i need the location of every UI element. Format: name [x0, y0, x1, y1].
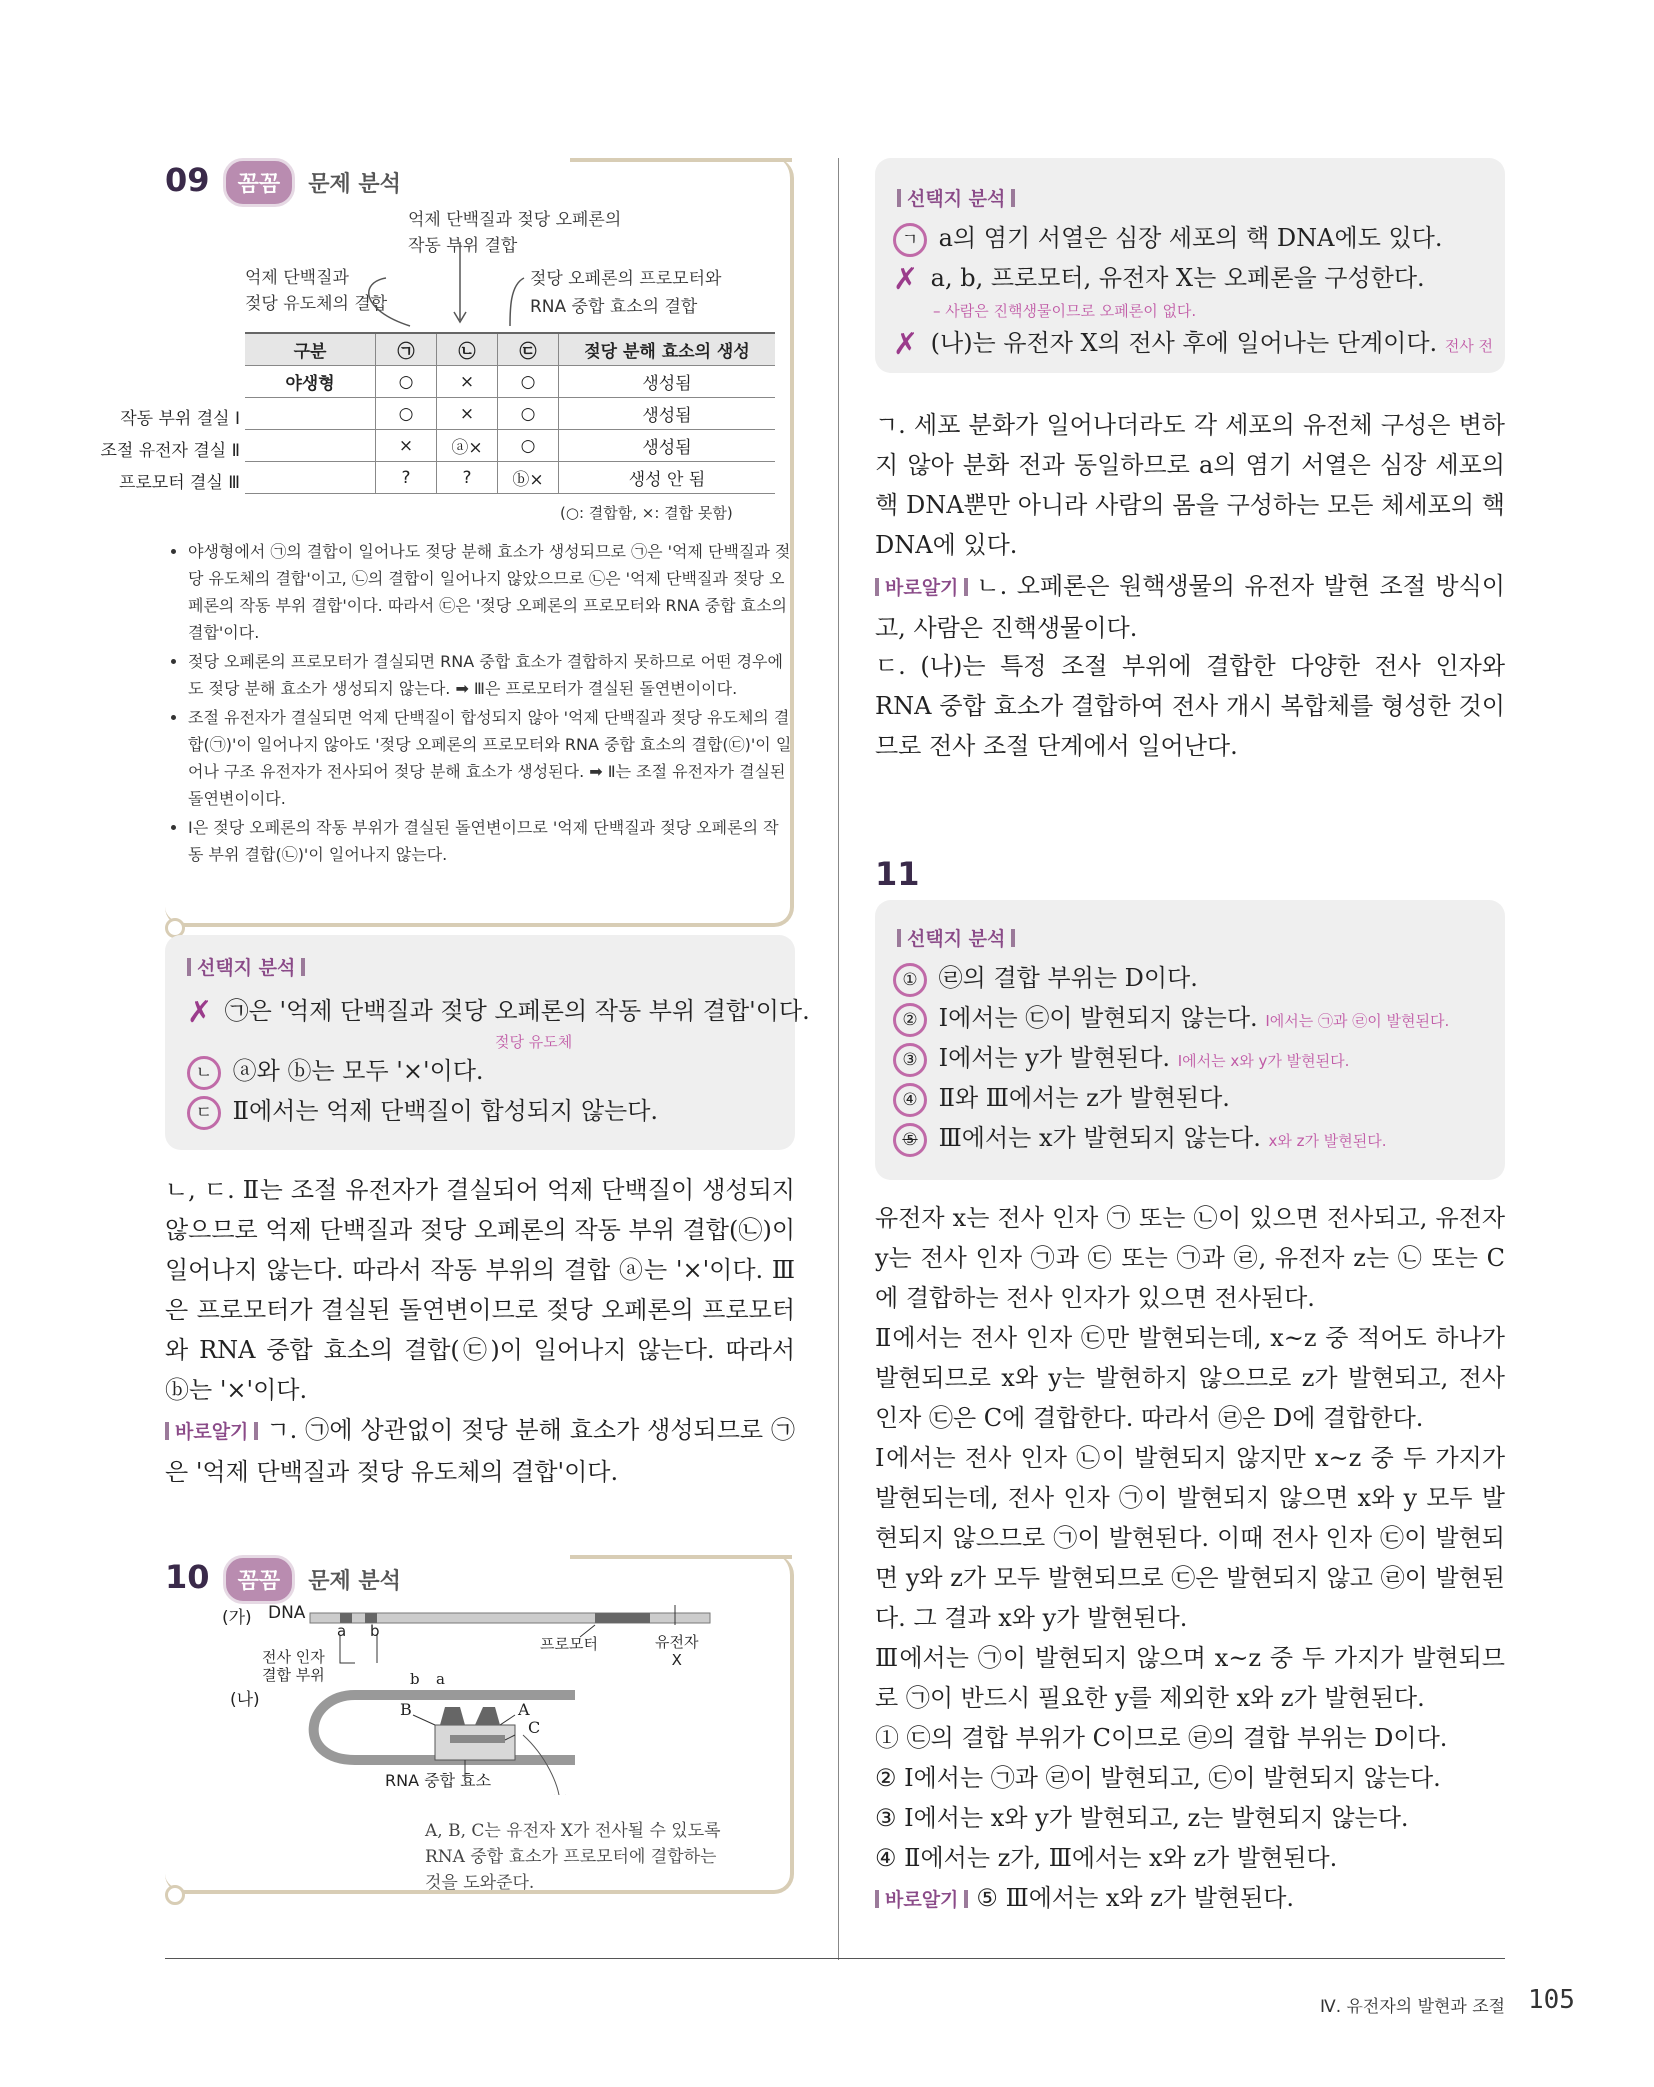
q11-option-5 [893, 1118, 1387, 1161]
q9-cell: ○ [498, 430, 559, 462]
q10-number: 10 [165, 1558, 210, 1596]
list-item: • 야생형에서 ㉠의 결합이 일어나도 젖당 분해 효소가 생성되므로 ㉠은 '억제 단백질과 젖당 유도체의 결합'이고, ㉡의 결합이 일어나지 않았으므로 ㉡은 '억제 단백질과 젖당 오페론의 작동 부위 결합'이다. 따라서 ㉢은 '젖당 오페론의 프로모터와 RNA 중합 효소의 결합'이다. [188, 538, 793, 646]
q10-label-promoter: 프로모터 [540, 1635, 598, 1653]
q11-option-3 [893, 1038, 1349, 1081]
q10-label-rnap: RNA 중합 효소 [385, 1771, 492, 1790]
q10-options-box [875, 158, 1505, 373]
q11-para: Ⅱ에서는 전사 인자 ㉢만 발현되는데, x~z 중 적어도 하나가 발현되므로 x와 y는 발현하지 않으므로 z가 발현되고, 전사 인자 ㉢은 C에 결합한다. 따라서 ㉣은 D에 결합한다. [875, 1324, 1505, 1432]
q9-cell: ⓐ× [437, 430, 498, 462]
q9-number: 09 [165, 161, 210, 199]
q11-para: ④ Ⅱ에서는 z가, Ⅲ에서는 x와 z가 발현된다. [875, 1844, 1338, 1872]
table-row [245, 462, 775, 494]
q9-options-box [165, 935, 810, 1150]
table-row [245, 398, 775, 430]
q11-number: 11 [875, 855, 920, 893]
q9-ann-right: 젖당 오페론의 프로모터와 RNA 중합 효소의 결합 [530, 269, 722, 317]
baro-label: 바로알기 [875, 577, 968, 599]
q9-sel-label: 선택지 분석 [187, 953, 305, 980]
q10-label-C: C [528, 1718, 541, 1737]
wrong-mark-icon: ✗ [893, 261, 919, 297]
q10-option-note: 전사 전 [1444, 337, 1494, 355]
correct-circle-icon: ㄴ [187, 1056, 221, 1090]
q9-cell: ○ [376, 366, 437, 398]
q10-label-a2: a [436, 1670, 445, 1688]
q11-option-text: Ⅱ와 Ⅲ에서는 z가 발현된다. [938, 1084, 1230, 1112]
q11-para: Ⅰ에서는 전사 인자 ㉡이 발현되지 않지만 x~z 중 두 가지가 발현되는데, 전사 인자 ㉠이 발현되지 않으면 x와 y 모두 발현되지 않으므로 ㉠이 발현된다. 이때 전사 인자 ㉢이 발현되면 y와 z가 모두 발현되므로 ㉢은 발현되지 않고 ㉣이 발현된다. 그 결과 x와 y가 발현된다. [875, 1444, 1505, 1632]
q10-title: 문제 분석 [308, 1569, 401, 1594]
q9-option-1-note: 젖당 유도체 [495, 1033, 573, 1051]
correct-circle-icon: ㄱ [893, 223, 927, 257]
q10-explanation: ㄱ. 세포 분화가 일어나더라도 각 세포의 유전체 구성은 변하지 않아 분화 전과 동일하므로 a의 염기 서열은 심장 세포의 핵 DNA뿐만 아니라 사람의 몸을 구성하는 모든 체세포의 핵 DNA에 있다. [875, 411, 1505, 559]
q11-option-text: Ⅰ에서는 ㉢이 발현되지 않는다. [938, 1004, 1258, 1032]
q11-option-text: ㉣의 결합 부위는 D이다. [938, 964, 1198, 992]
q10-label-na: (나) [230, 1690, 260, 1710]
table-row [245, 430, 775, 462]
correct-circle-icon: ① [893, 963, 927, 997]
q9-row-label: 야생형 [245, 366, 376, 398]
q9-ann-left: 억제 단백질과 젖당 유도체의 결합 [245, 268, 388, 314]
q9-annotation-arrows [350, 240, 550, 335]
q9-table [100, 332, 775, 494]
q10-dna-diagram [215, 1595, 735, 1795]
baro-label: 바로알기 [165, 1421, 258, 1443]
q11-option-1 [893, 958, 1198, 998]
q9-cell: ? [376, 462, 437, 494]
footer-rule [165, 1958, 1505, 1959]
wrong-circle-icon: ⑤ [893, 1123, 927, 1157]
column-divider [838, 158, 839, 1960]
q10-label-a: a [337, 1622, 347, 1640]
correct-circle-icon: ㄷ [187, 1096, 221, 1130]
list-item: • 조절 유전자가 결실되면 억제 단백질이 합성되지 않아 '억제 단백질과 젖당 유도체의 결합(㉠)'이 일어나지 않아도 '젖당 오페론의 프로모터와 RNA 중합 효소의 결합(㉢)'이 일어나 구조 유전자가 전사되어 젖당 분해 효소가 생성된다. ➡ Ⅱ는 조절 유전자가 결실된 돌연변이이다. [188, 704, 793, 812]
wrong-mark-icon: ✗ [893, 326, 919, 362]
q11-option-4 [893, 1078, 1230, 1118]
q9-option-2 [187, 1051, 484, 1091]
q9-cell: ⓑ× [498, 462, 559, 494]
q11-para: ③ Ⅰ에서는 x와 y가 발현되고, z는 발현되지 않는다. [875, 1804, 1409, 1832]
q10-option-2-note: – 사람은 진핵생물이므로 오페론이 없다. [933, 302, 1197, 320]
q11-options-box [875, 900, 1505, 1180]
q9-th: ㉢ [498, 333, 559, 366]
q9-cell: ? [437, 462, 498, 494]
q9-legend: (○: 결합함, ×: 결합 못함) [560, 504, 733, 522]
q9-cell: ○ [376, 398, 437, 430]
q9-row-label: 조절 유전자 결실 Ⅱ [100, 441, 240, 461]
q10-option-note: 사람은 진핵생물이므로 오페론이 없다. [945, 302, 1197, 320]
q9-option-text: ㉠은 '억제 단백질과 젖당 오페론의 작동 부위 결합'이다. [224, 997, 810, 1025]
footer-chapter: Ⅳ. 유전자의 발현과 조절 [1320, 1997, 1506, 2017]
q11-para: 유전자 x는 전사 인자 ㉠ 또는 ㉡이 있으면 전사되고, 유전자 y는 전사 인자 ㉠과 ㉢ 또는 ㉠과 ㉣, 유전자 z는 ㉡ 또는 C에 결합하는 전사 인자가 있으면 전사된다. [875, 1204, 1505, 1312]
list-item: • Ⅰ은 젖당 오페론의 작동 부위가 결실된 돌연변이므로 '억제 단백질과 젖당 오페론의 작동 부위 결합(㉡)'이 일어나지 않는다. [188, 814, 793, 868]
q9-cell: 생성됨 [559, 366, 776, 398]
q9-cell: × [437, 398, 498, 430]
q9-cell: ○ [498, 366, 559, 398]
q10-option-1 [893, 218, 1443, 258]
q10-label-gene: 유전자 X [655, 1633, 699, 1669]
q10-baro-text: ㄴ. 오페론은 원핵생물의 유전자 발현 조절 방식이고, 사람은 진핵생물이다. [875, 572, 1505, 642]
q9-th: ㉠ [376, 333, 437, 366]
q11-explanation [875, 1198, 1505, 1920]
q9-explanation: ㄴ, ㄷ. Ⅱ는 조절 유전자가 결실되어 억제 단백질이 생성되지 않으므로 억제 단백질과 젖당 오페론의 작동 부위 결합(㉡)이 일어나지 않는다. 따라서 작동 부위의 결합 ⓐ는 '×'이다. Ⅲ은 프로모터가 결실된 돌연변이므로 젖당 오페론의 프로모터와 RNA 중합 효소의 결합(㉢)이 일어나지 않는다. 따라서 ⓑ는 '×'이다. [165, 1176, 795, 1404]
q11-option-note: x와 z가 발현된다. [1268, 1132, 1387, 1150]
q11-sel-label: 선택지 분석 [897, 924, 1015, 951]
q9-row-label: 프로모터 결실 Ⅲ [118, 473, 240, 493]
q9-table-header [245, 333, 775, 366]
q11-para: ② Ⅰ에서는 ㉠과 ㉣이 발현되고, ㉢이 발현되지 않는다. [875, 1764, 1441, 1792]
baro-label: 바로알기 [875, 1889, 968, 1911]
q11-option-note: Ⅰ에서는 ㉠과 ㉣이 발현된다. [1265, 1012, 1450, 1030]
q11-option-2 [893, 998, 1449, 1041]
q10-label-ga: (가) [222, 1608, 252, 1628]
correct-circle-icon: ② [893, 1003, 927, 1037]
q10-note: A, B, C는 유전자 X가 전사될 수 있도록 RNA 중합 효소가 프로모터에 결합하는 것을 도와준다. [425, 1821, 721, 1893]
q11-baro [875, 1878, 1505, 1920]
q9-cell: 생성 안 됨 [559, 462, 776, 494]
q10-sel-label: 선택지 분석 [897, 184, 1015, 211]
q10-label-B: B [400, 1700, 412, 1719]
q10-option-2 [893, 258, 1425, 300]
q11-option-text: Ⅲ에서는 x가 발현되지 않는다. [938, 1124, 1261, 1152]
q10-label-b2: b [410, 1670, 420, 1688]
q11-option-text: Ⅰ에서는 y가 발현된다. [938, 1044, 1171, 1072]
q9-th: 구분 [245, 333, 376, 366]
q9-option-text: ⓐ와 ⓑ는 모두 '×'이다. [232, 1057, 484, 1085]
q11-para: ① ㉢의 결합 부위가 C이므로 ㉣의 결합 부위는 D이다. [875, 1724, 1448, 1752]
q9-baro-text: ㄱ. ㉠에 상관없이 젖당 분해 효소가 생성되므로 ㉠은 '억제 단백질과 젖당 유도체의 결합'이다. [165, 1416, 795, 1486]
correct-circle-icon: ④ [893, 1083, 927, 1117]
q10-label-dna: DNA [268, 1603, 306, 1623]
q9-bullets [168, 538, 793, 870]
q11-baro-text: ⑤ Ⅲ에서는 x와 z가 발현된다. [976, 1884, 1295, 1912]
q9-ann-top: 억제 단백질과 젖당 오페론의 작동 부위 결합 [408, 210, 622, 256]
page-number: 105 [1528, 1985, 1575, 2015]
wrong-mark-icon: ✗ [187, 994, 213, 1030]
q10-label-A: A [518, 1700, 530, 1719]
q10-option-text: a의 염기 서열은 심장 세포의 핵 DNA에도 있다. [938, 224, 1443, 252]
q9-option-text: Ⅱ에서는 억제 단백질이 합성되지 않는다. [232, 1097, 659, 1125]
q10-baro-2: ㄷ. (나)는 특정 조절 부위에 결합한 다양한 전사 인자와 RNA 중합 효소가 결합하여 전사 개시 복합체를 형성한 것이므로 전사 조절 단계에서 일어난다. [875, 652, 1505, 760]
q10-option-text: a, b, 프로모터, 유전자 X는 오페론을 구성한다. [930, 264, 1425, 292]
q9-option-1 [187, 991, 810, 1033]
q9-badge: 꼼꼼 [223, 158, 296, 207]
q9-title: 문제 분석 [308, 172, 401, 197]
q11-option-note: Ⅰ에서는 x와 y가 발현된다. [1177, 1052, 1350, 1070]
list-item: • 젖당 오페론의 프로모터가 결실되면 RNA 중합 효소가 결합하지 못하므로 어떤 경우에도 젖당 분해 효소가 생성되지 않는다. ➡ Ⅲ은 프로모터가 결실된 돌연변이이다. [188, 648, 793, 702]
q9-cell: ○ [498, 398, 559, 430]
q10-option-3 [893, 323, 1493, 366]
q9-th: ㉡ [437, 333, 498, 366]
q10-label-b: b [370, 1622, 380, 1640]
correct-circle-icon: ③ [893, 1043, 927, 1077]
q10-option-text: (나)는 유전자 X의 전사 후에 일어나는 단계이다. [930, 329, 1438, 357]
q10-badge: 꼼꼼 [223, 1555, 296, 1604]
q10-label-factor: 전사 인자 결합 부위 [262, 1648, 325, 1684]
q9-cell: 생성됨 [559, 398, 776, 430]
q9-cell: 생성됨 [559, 430, 776, 462]
q10-baro [875, 566, 1505, 648]
q9-option-3 [187, 1091, 658, 1131]
q11-para: Ⅲ에서는 ㉠이 발현되지 않으며 x~z 중 두 가지가 발현되므로 ㉠이 반드시 필요한 y를 제외한 x와 z가 발현된다. [875, 1644, 1505, 1712]
table-row [245, 366, 775, 398]
q9-cell: × [376, 430, 437, 462]
q9-row-label: 작동 부위 결실 Ⅰ [120, 409, 240, 429]
q9-cell: × [437, 366, 498, 398]
q9-baro [165, 1410, 795, 1492]
q9-th: 젖당 분해 효소의 생성 [559, 333, 776, 366]
